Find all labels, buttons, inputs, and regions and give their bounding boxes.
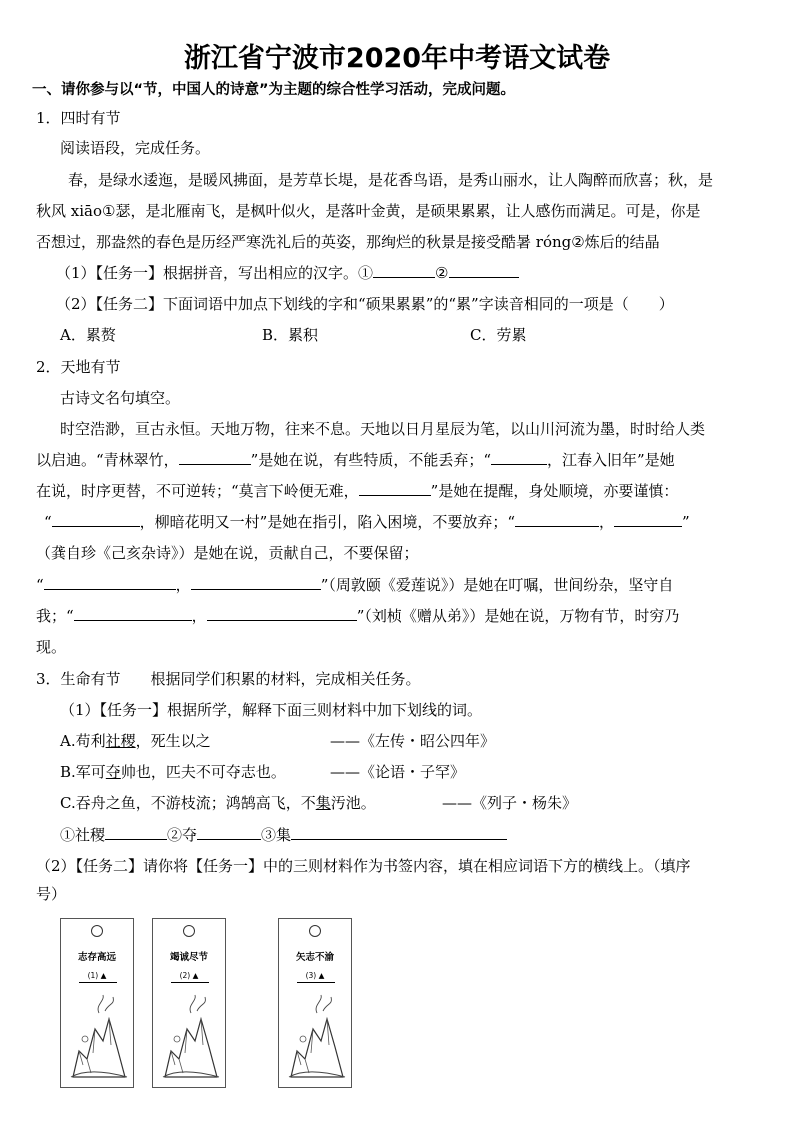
q2-text: ，	[191, 607, 207, 625]
answer-label: ②夺	[167, 826, 198, 844]
bookmark-answer-line[interactable]	[79, 982, 117, 983]
answer-blank[interactable]	[179, 450, 251, 465]
landscape-painting-icon	[157, 989, 221, 1081]
q2-text: ”	[682, 513, 690, 531]
q1-task1-text: （1）【任务一】根据拼音，写出相应的汉字。①	[56, 264, 374, 282]
landscape-painting-icon	[283, 989, 347, 1081]
q2-passage-line: （龚自珍《己亥杂诗》）是她在说，贡献自己，不要保留；	[36, 544, 419, 562]
bookmark-hole-icon	[309, 925, 321, 937]
bookmark-hole-icon	[183, 925, 195, 937]
bookmark-number: (2) ▲	[179, 971, 199, 980]
q3-material-c	[60, 793, 376, 813]
q2-text: ，柳暗花明又一村”是她在指引，陷入困境，不要放弃；“	[139, 513, 516, 531]
q1-passage-line: 春，是绿水逶迤，是暖风拂面，是芳草长堤，是花香鸟语，是秀山丽水，让人陶醉而欣喜；秋，是	[68, 171, 714, 189]
material-text: B.军可	[60, 763, 106, 781]
q3-task2: （2）【任务二】请你将【任务一】中的三则材料作为书签内容，填在相应词语下方的横线上。（填序	[36, 857, 691, 875]
bookmark-3	[278, 918, 352, 1088]
bookmark-title: 竭诚尽节	[169, 952, 208, 963]
bookmark-hole-icon	[91, 925, 103, 937]
q1-instruction: 阅读语段，完成任务。	[60, 139, 211, 157]
q2-passage-line: 时空浩渺，亘古永恒。天地万物，往来不息。天地以日月星辰为笔，以山川河流为墨，时时给人类	[60, 420, 706, 438]
answer-blank[interactable]	[491, 450, 547, 465]
q1-task2: （2）【任务二】下面词语中加点下划线的字和“硕果累累”的“累”字读音相同的一项是（ ）	[56, 295, 674, 313]
q2-text: ”（周敦颐《爱莲说》）是她在叮嘱，世间纷杂，坚守自	[320, 576, 674, 594]
bookmark-title: 志存高远	[77, 952, 116, 963]
underlined-word: 社稷	[105, 732, 136, 750]
answer-blank[interactable]	[191, 575, 321, 590]
q2-passage-line	[36, 575, 673, 595]
bookmark-answer-line[interactable]	[297, 982, 335, 983]
q1-heading: 1．四时有节	[36, 109, 121, 127]
answer-blank[interactable]	[105, 825, 167, 840]
q3-source-c: ——《列子・杨朱》	[442, 794, 578, 812]
answer-blank[interactable]	[614, 512, 682, 527]
section-heading: 一、请你参与以“节，中国人的诗意”为主题的综合性学习活动，完成问题。	[32, 82, 516, 98]
bookmark-1	[60, 918, 134, 1088]
answer-blank[interactable]	[291, 825, 507, 840]
material-text: ，死生以之	[135, 732, 211, 750]
q2-text: ”是她在提醒，身处顺境，亦要谨慎：	[430, 482, 679, 500]
q2-text: ”（刘桢《赠从弟》）是她在说，万物有节，时穷乃	[356, 607, 680, 625]
q2-passage-line: 现。	[36, 638, 67, 656]
q2-instruction: 古诗文名句填空。	[60, 389, 181, 407]
q2-text: “	[36, 576, 44, 594]
q3-task2-cont: 号）	[36, 885, 67, 903]
q3-material-a	[60, 731, 211, 751]
q2-heading: 2．天地有节	[36, 358, 121, 376]
answer-blank[interactable]	[197, 825, 261, 840]
material-text: A.苟利	[60, 732, 106, 750]
answer-blank[interactable]	[359, 481, 431, 496]
q2-passage-line	[36, 481, 678, 501]
q1-passage-line: 否想过，那盎然的春色是历经严寒洗礼后的英姿，那绚烂的秋景是接受酷暑 róng②炼后的结晶	[36, 233, 660, 251]
answer-label: ③集	[261, 826, 292, 844]
q2-text: 以启迪。“青林翠竹，	[36, 451, 179, 469]
q1-option-b[interactable]: B．累积	[262, 326, 319, 344]
q2-text: “	[44, 513, 52, 531]
answer-blank[interactable]	[373, 263, 435, 278]
q3-source-a: ——《左传・昭公四年》	[330, 732, 496, 750]
answer-blank[interactable]	[52, 512, 140, 527]
q1-option-a[interactable]: A．累赘	[60, 326, 116, 344]
material-text: 汚池。	[330, 794, 376, 812]
underlined-word: 夺	[105, 763, 121, 781]
q1-task1	[56, 263, 519, 283]
q3-heading: 3．生命有节 根据同学们积累的材料，完成相关任务。	[36, 670, 421, 688]
bookmark-answer-line[interactable]	[171, 982, 209, 983]
q1-task1-mark2: ②	[435, 264, 449, 282]
q1-option-c[interactable]: C．劳累	[470, 326, 527, 344]
page-title: 浙江省宁波市2020年中考语文试卷	[183, 43, 611, 74]
q2-text: ，	[175, 576, 191, 594]
material-text: 帅也，匹夫不可夺志也。	[120, 763, 286, 781]
bookmark-number: (1) ▲	[87, 971, 107, 980]
material-text: C.吞舟之鱼，不游枝流；鸿鹄高飞，不	[60, 794, 316, 812]
answer-blank[interactable]	[74, 606, 192, 621]
q3-answers	[60, 825, 507, 845]
q2-text: ，江春入旧年”是她	[547, 451, 675, 469]
q2-passage-line	[36, 450, 675, 470]
answer-blank[interactable]	[207, 606, 357, 621]
q2-text: ”是她在说，有些特质，不能丢弃；“	[250, 451, 492, 469]
q2-text: 我；“	[36, 607, 74, 625]
q2-text: 在说，时序更替，不可逆转；“莫言下岭便无难，	[36, 482, 359, 500]
q2-passage-line	[36, 606, 679, 626]
q3-material-b	[60, 762, 286, 782]
q1-passage-line: 秋风 xiāo①瑟，是北雁南飞，是枫叶似火，是落叶金黄，是硕果累累，让人感伤而满足。可是，你是	[36, 202, 701, 220]
bookmark-number: (3) ▲	[305, 971, 325, 980]
q2-text: ，	[599, 513, 615, 531]
answer-blank[interactable]	[449, 263, 519, 278]
landscape-painting-icon	[65, 989, 129, 1081]
q3-task1: （1）【任务一】根据所学，解释下面三则材料中加下划线的词。	[60, 701, 483, 719]
q3-source-b: ——《论语・子罕》	[330, 763, 466, 781]
answer-blank[interactable]	[515, 512, 599, 527]
answer-blank[interactable]	[44, 575, 176, 590]
bookmark-2	[152, 918, 226, 1088]
bookmark-title: 矢志不渝	[295, 952, 334, 963]
q2-passage-line	[44, 512, 690, 532]
answer-label: ①社稷	[60, 826, 106, 844]
underlined-word: 集	[315, 794, 331, 812]
